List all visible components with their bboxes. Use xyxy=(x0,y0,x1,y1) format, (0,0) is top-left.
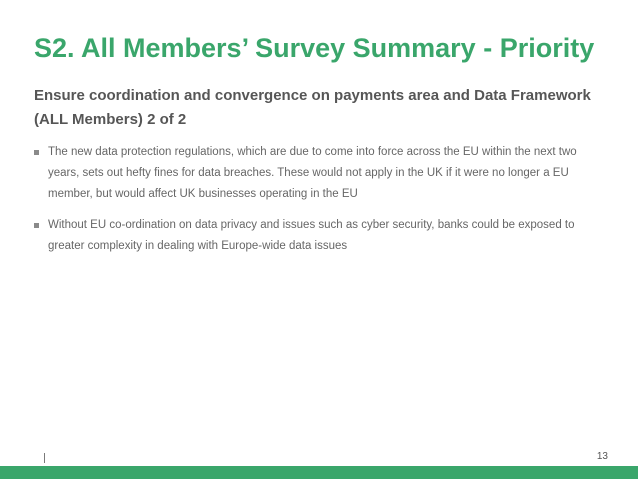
bullet-item xyxy=(34,142,614,205)
slide-title: S2. All Members’ Survey Summary - Priority xyxy=(34,33,595,63)
square-bullet-icon xyxy=(34,150,39,155)
bullet-item xyxy=(34,215,614,257)
page-number: 13 xyxy=(596,451,608,462)
bullet-list xyxy=(34,142,614,267)
footer-divider xyxy=(44,453,45,463)
bullet-text: The new data protection regulations, which are due to come into force across the EU within the next two years, sets out hefty fines for data breaches. These would not apply in the UK if it were no longer a EU member, but would affect UK businesses operating in the EU xyxy=(48,146,577,200)
square-bullet-icon xyxy=(34,223,39,228)
bullet-text: Without EU co-ordination on data privacy and issues such as cyber security, banks could be exposed to greater complexity in dealing with Europe-wide data issues xyxy=(48,219,575,252)
footer-bar xyxy=(0,466,638,479)
slide-subtitle: Ensure coordination and convergence on payments area and Data Framework (ALL Members) 2 of 2 xyxy=(34,87,591,128)
